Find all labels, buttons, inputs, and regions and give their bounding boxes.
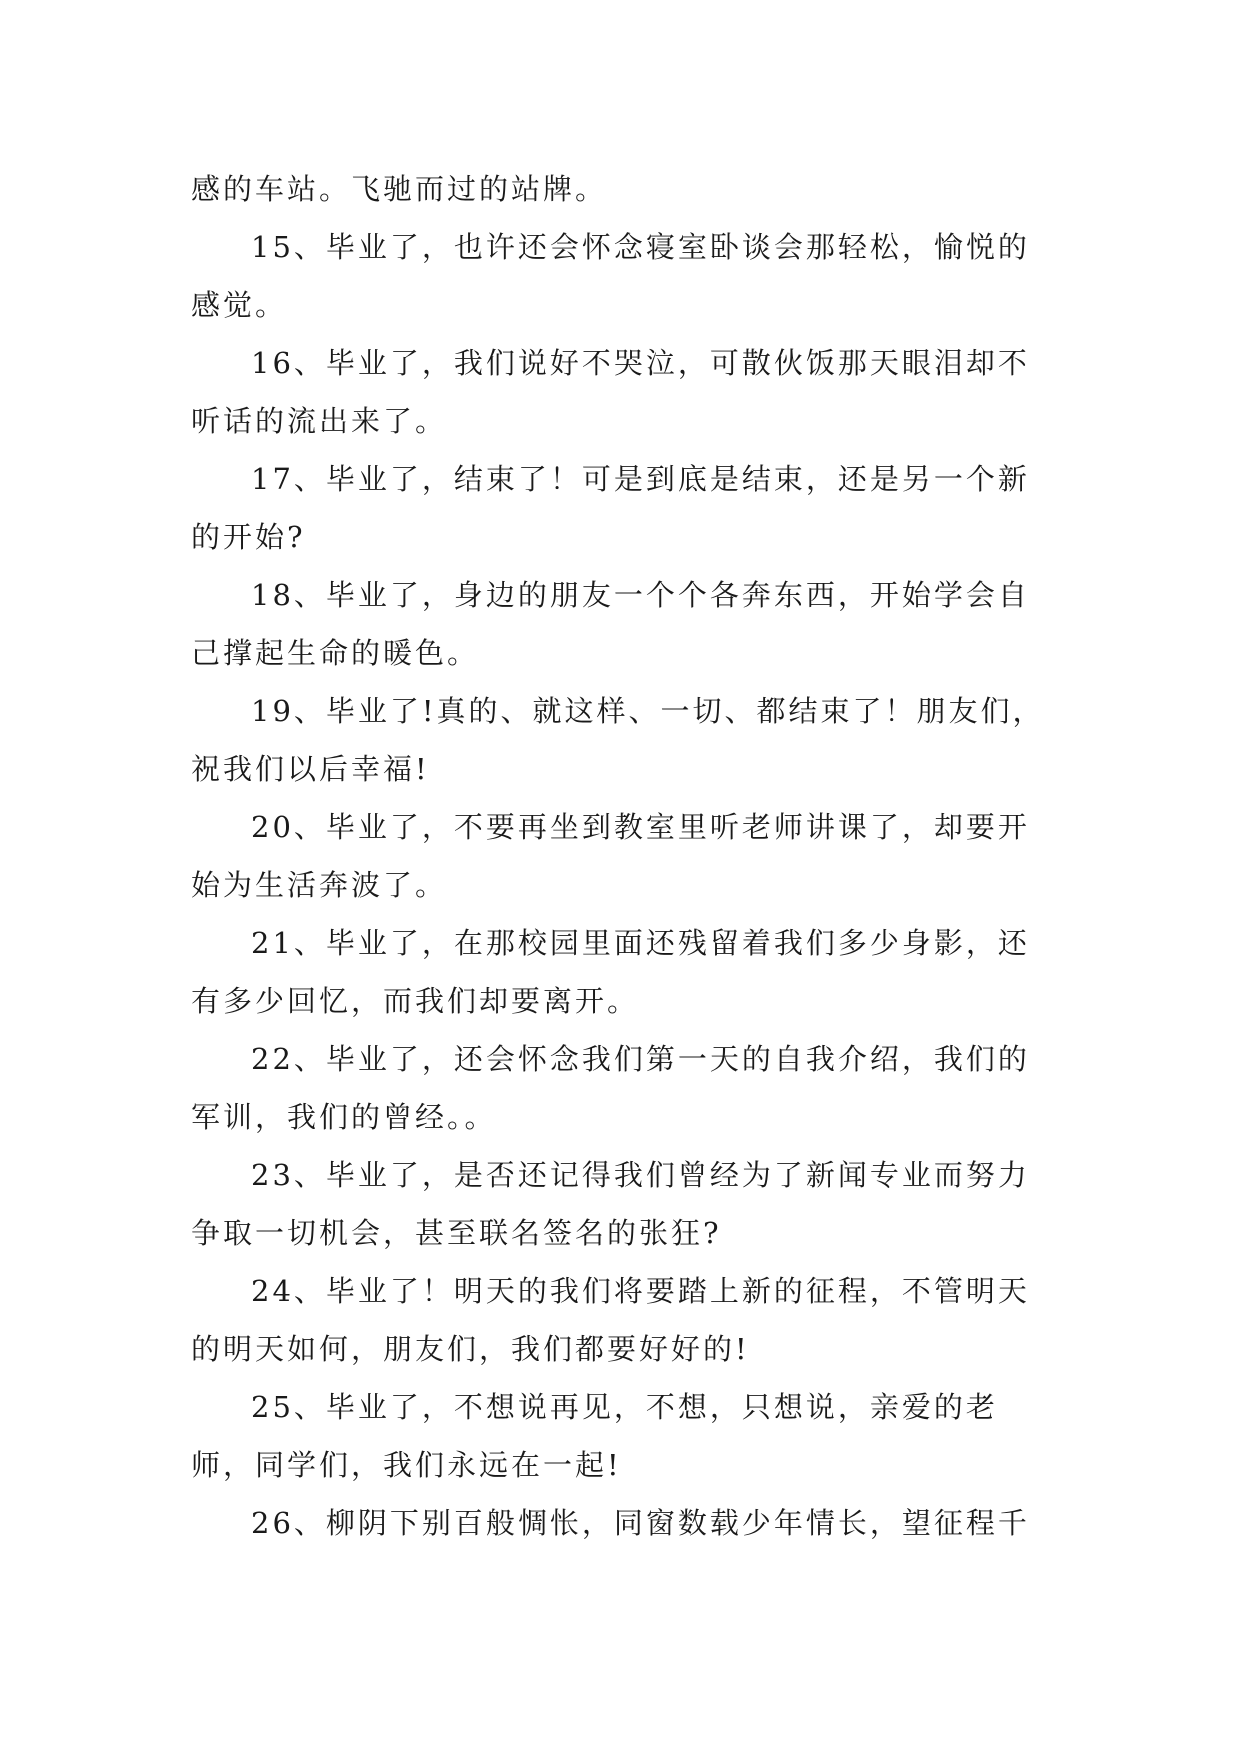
paragraph: 感的车站。飞驰而过的站牌。 bbox=[191, 172, 608, 206]
paragraph: 20、毕业了，不要再坐到教室里听老师讲课了，却要开始为生活奔波了。 bbox=[191, 810, 1030, 902]
paragraph: 16、毕业了，我们说好不哭泣，可散伙饭那天眼泪却不听话的流出来了。 bbox=[191, 346, 1030, 438]
document-body bbox=[191, 160, 1061, 1552]
paragraph: 22、毕业了，还会怀念我们第一天的自我介绍，我们的军训，我们的曾经。。 bbox=[191, 1042, 1030, 1134]
paragraph: 17、毕业了，结束了！可是到底是结束，还是另一个新的开始? bbox=[191, 462, 1030, 554]
paragraph: 18、毕业了，身边的朋友一个个各奔东西，开始学会自己撑起生命的暖色。 bbox=[191, 578, 1030, 670]
paragraph: 26、柳阴下别百般惆怅，同窗数载少年情长，望征程千 bbox=[251, 1506, 1030, 1540]
paragraph: 21、毕业了，在那校园里面还残留着我们多少身影，还有多少回忆，而我们却要离开。 bbox=[191, 926, 1030, 1018]
paragraph: 15、毕业了，也许还会怀念寝室卧谈会那轻松，愉悦的感觉。 bbox=[191, 230, 1030, 322]
paragraph: 23、毕业了，是否还记得我们曾经为了新闻专业而努力争取一切机会，甚至联名签名的张狂? bbox=[191, 1158, 1030, 1250]
paragraph: 24、毕业了！明天的我们将要踏上新的征程，不管明天的明天如何，朋友们，我们都要好好的! bbox=[191, 1274, 1030, 1366]
paragraph: 19、毕业了!真的、就这样、一切、都结束了！朋友们，祝我们以后幸福! bbox=[191, 694, 1045, 786]
paragraph: 25、毕业了，不想说再见，不想，只想说，亲爱的老师，同学们，我们永远在一起! bbox=[191, 1390, 998, 1482]
